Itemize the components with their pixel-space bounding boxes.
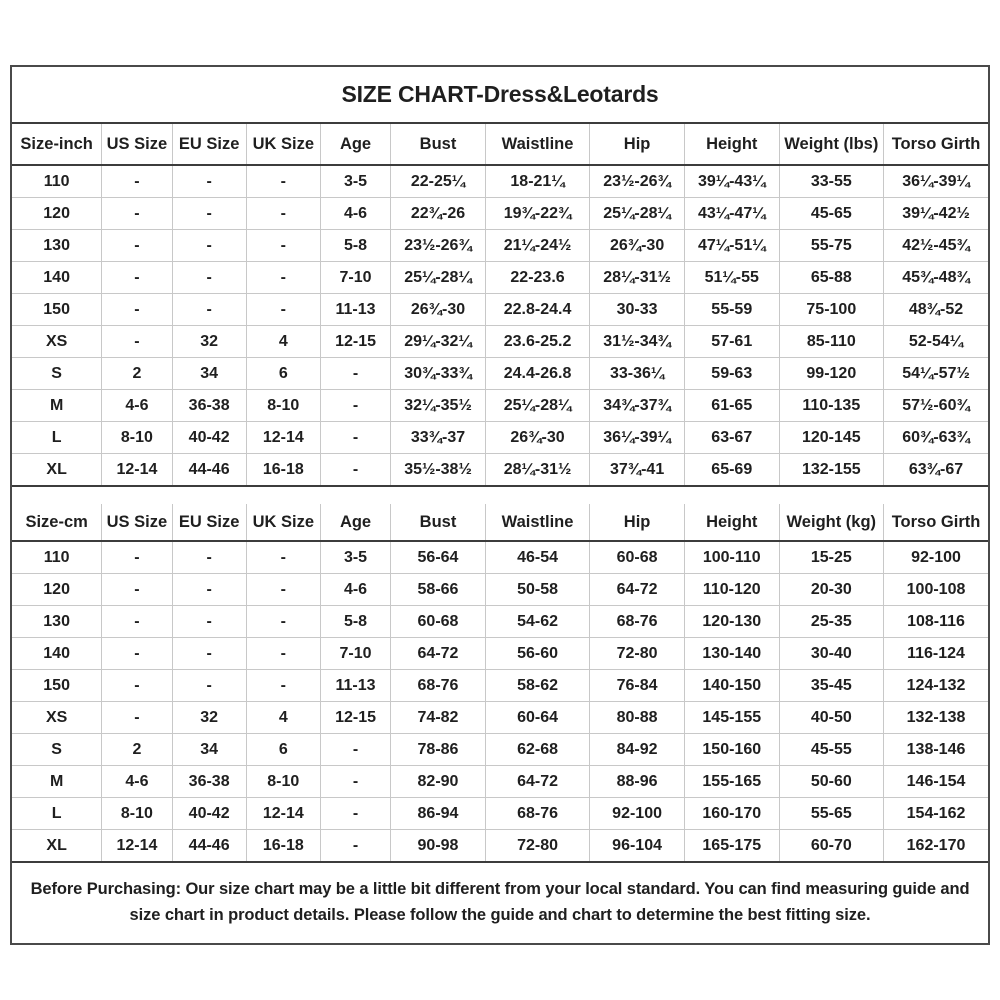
column-header: EU Size [172, 124, 246, 165]
table-cell: 50-60 [779, 766, 883, 798]
table-cell: 88-96 [590, 766, 685, 798]
table-cell: 47¼-51¼ [684, 230, 779, 262]
page-title: SIZE CHART-Dress&Leotards [12, 67, 988, 124]
table-cell: 12-14 [246, 422, 320, 454]
table-cell: 92-100 [884, 541, 988, 574]
table-cell: 19¾-22¾ [485, 198, 589, 230]
column-header: UK Size [246, 504, 320, 541]
table-cell: 145-155 [684, 702, 779, 734]
table-cell: 8-10 [246, 390, 320, 422]
table-cell: 35½-38½ [391, 454, 486, 487]
table-cell: XS [12, 326, 102, 358]
table-cell: 63-67 [684, 422, 779, 454]
table-cell: 92-100 [590, 798, 685, 830]
table-cell: 42½-45¾ [884, 230, 988, 262]
table-cell: 4-6 [102, 390, 172, 422]
table-cell: 34¾-37¾ [590, 390, 685, 422]
table-cell: 96-104 [590, 830, 685, 863]
table-cell: 8-10 [246, 766, 320, 798]
table-cell: 16-18 [246, 830, 320, 863]
table-cell: 64-72 [391, 638, 486, 670]
table-cell: 5-8 [320, 606, 390, 638]
table-cell: 26¾-30 [391, 294, 486, 326]
table-cell: 8-10 [102, 798, 172, 830]
table-cell: - [246, 541, 320, 574]
table-cell: 22-23.6 [485, 262, 589, 294]
table-cell: - [172, 574, 246, 606]
table-cell: 4-6 [320, 198, 390, 230]
table-row [12, 670, 988, 702]
table-cell: - [102, 541, 172, 574]
table-cell: 86-94 [391, 798, 486, 830]
table-cell: - [320, 422, 390, 454]
table-cell: 85-110 [779, 326, 883, 358]
table-cell: - [102, 262, 172, 294]
table-cell: 146-154 [884, 766, 988, 798]
column-header: EU Size [172, 504, 246, 541]
size-table-cm [12, 504, 988, 863]
table-cell: L [12, 798, 102, 830]
table-cell: 12-15 [320, 702, 390, 734]
table-cell: 23½-26¾ [590, 165, 685, 198]
table-cell: - [102, 670, 172, 702]
table-cell: 34 [172, 358, 246, 390]
column-header: Height [684, 124, 779, 165]
table-cell: 120-130 [684, 606, 779, 638]
table-cell: 100-108 [884, 574, 988, 606]
table-cell: 2 [102, 358, 172, 390]
table-cell: 4 [246, 702, 320, 734]
table-cell: 22-25¼ [391, 165, 486, 198]
table-cell: 54¼-57½ [884, 358, 988, 390]
table-cell: 58-66 [391, 574, 486, 606]
table-cell: 140 [12, 262, 102, 294]
table-cell: 82-90 [391, 766, 486, 798]
table-cell: 62-68 [485, 734, 589, 766]
table-cell: - [172, 294, 246, 326]
table-cell: 25¼-28¼ [485, 390, 589, 422]
table-cell: - [320, 766, 390, 798]
table-cell: 40-42 [172, 422, 246, 454]
table-cell: - [172, 541, 246, 574]
table-cell: 65-88 [779, 262, 883, 294]
table-cell: 7-10 [320, 638, 390, 670]
table-cell: 116-124 [884, 638, 988, 670]
table-cell: 37¾-41 [590, 454, 685, 487]
table-cell: 155-165 [684, 766, 779, 798]
table-cell: 64-72 [485, 766, 589, 798]
table-cell: - [320, 798, 390, 830]
table-cell: 55-59 [684, 294, 779, 326]
table-cell: 150 [12, 670, 102, 702]
table-cell: 60¾-63¾ [884, 422, 988, 454]
table-cell: 90-98 [391, 830, 486, 863]
table-cell: 36¼-39¼ [884, 165, 988, 198]
table-cell: 3-5 [320, 541, 390, 574]
table-cell: 165-175 [684, 830, 779, 863]
table-cell: 78-86 [391, 734, 486, 766]
table-cell: 80-88 [590, 702, 685, 734]
table-cell: 162-170 [884, 830, 988, 863]
table-cell: 15-25 [779, 541, 883, 574]
table-cell: 30-40 [779, 638, 883, 670]
column-header: UK Size [246, 124, 320, 165]
table-cell: 54-62 [485, 606, 589, 638]
table-cell: 51¼-55 [684, 262, 779, 294]
table-cell: 108-116 [884, 606, 988, 638]
column-header: US Size [102, 124, 172, 165]
table-cell: M [12, 766, 102, 798]
table-cell: 61-65 [684, 390, 779, 422]
table-cell: 3-5 [320, 165, 390, 198]
table-row [12, 798, 988, 830]
table-cell: 25¼-28¼ [391, 262, 486, 294]
column-header: Weight (kg) [779, 504, 883, 541]
table-cell: 140 [12, 638, 102, 670]
table-cell: 150-160 [684, 734, 779, 766]
cm-table-body [12, 541, 988, 862]
table-cell: 4 [246, 326, 320, 358]
table-cell: - [246, 606, 320, 638]
table-cell: 57-61 [684, 326, 779, 358]
table-cell: 36-38 [172, 766, 246, 798]
table-cell: 20-30 [779, 574, 883, 606]
table-cell: S [12, 734, 102, 766]
table-cell: 4-6 [320, 574, 390, 606]
size-table-inch [12, 124, 988, 487]
table-cell: - [320, 734, 390, 766]
table-cell: - [102, 606, 172, 638]
table-row [12, 358, 988, 390]
table-cell: 110-135 [779, 390, 883, 422]
column-header: Age [320, 504, 390, 541]
table-cell: 5-8 [320, 230, 390, 262]
table-cell: - [246, 670, 320, 702]
table-cell: - [102, 230, 172, 262]
table-cell: 59-63 [684, 358, 779, 390]
table-row [12, 638, 988, 670]
table-cell: - [320, 358, 390, 390]
table-cell: 130-140 [684, 638, 779, 670]
table-cell: 33¾-37 [391, 422, 486, 454]
table-cell: 100-110 [684, 541, 779, 574]
table-cell: - [246, 638, 320, 670]
table-cell: 84-92 [590, 734, 685, 766]
table-cell: - [320, 390, 390, 422]
table-cell: 65-69 [684, 454, 779, 487]
table-cell: 63¾-67 [884, 454, 988, 487]
table-cell: 68-76 [590, 606, 685, 638]
table-row [12, 230, 988, 262]
column-header: Torso Girth [884, 504, 988, 541]
table-cell: 45-65 [779, 198, 883, 230]
table-cell: 40-42 [172, 798, 246, 830]
table-cell: 16-18 [246, 454, 320, 487]
purchase-note: Before Purchasing: Our size chart may be a little bit different from your local standard. You can find measuring guide and size chart in product details. Please follow the guide and chart to determine the best fitting size. [30, 880, 970, 925]
table-cell: 64-72 [590, 574, 685, 606]
table-cell: 40-50 [779, 702, 883, 734]
table-cell: 44-46 [172, 830, 246, 863]
table-cell: 32¼-35½ [391, 390, 486, 422]
table-cell: 26¾-30 [590, 230, 685, 262]
table-cell: L [12, 422, 102, 454]
table-cell: - [320, 454, 390, 487]
table-cell: 31½-34¾ [590, 326, 685, 358]
table-cell: 58-62 [485, 670, 589, 702]
table-cell: M [12, 390, 102, 422]
table-cell: - [172, 606, 246, 638]
table-cell: 45¾-48¾ [884, 262, 988, 294]
table-row [12, 294, 988, 326]
table-cell: 99-120 [779, 358, 883, 390]
table-cell: - [172, 230, 246, 262]
table-cell: 28¼-31½ [590, 262, 685, 294]
column-header: Hip [590, 504, 685, 541]
column-header: Hip [590, 124, 685, 165]
table-cell: 8-10 [102, 422, 172, 454]
table-cell: 120 [12, 198, 102, 230]
table-cell: 150 [12, 294, 102, 326]
table-cell: - [246, 262, 320, 294]
table-row [12, 702, 988, 734]
table-cell: 68-76 [485, 798, 589, 830]
table-gap [12, 487, 988, 504]
column-header: Bust [391, 504, 486, 541]
cm-header-row [12, 504, 988, 541]
table-row [12, 262, 988, 294]
table-row [12, 541, 988, 574]
column-header: Waistline [485, 504, 589, 541]
table-cell: 35-45 [779, 670, 883, 702]
table-cell: 12-14 [102, 454, 172, 487]
table-row [12, 165, 988, 198]
table-cell: 130 [12, 606, 102, 638]
table-cell: 11-13 [320, 670, 390, 702]
table-cell: 39¼-43¼ [684, 165, 779, 198]
inch-header-row [12, 124, 988, 165]
table-cell: 39¼-42½ [884, 198, 988, 230]
table-cell: 6 [246, 358, 320, 390]
table-cell: XS [12, 702, 102, 734]
table-cell: 110 [43, 172, 70, 190]
table-cell: 120 [12, 574, 102, 606]
table-cell: 11-13 [320, 294, 390, 326]
table-cell: 154-162 [884, 798, 988, 830]
table-cell: 23.6-25.2 [485, 326, 589, 358]
table-row [12, 574, 988, 606]
table-cell: 55-75 [779, 230, 883, 262]
table-cell: 60-68 [590, 541, 685, 574]
table-cell: 7-10 [320, 262, 390, 294]
table-cell: - [172, 198, 246, 230]
table-cell: 30¾-33¾ [391, 358, 486, 390]
table-cell: 33-36¼ [590, 358, 685, 390]
table-cell: - [172, 638, 246, 670]
column-header: Size-inch [12, 124, 102, 165]
table-row [12, 734, 988, 766]
table-cell: 110 [43, 548, 70, 566]
table-cell: 76-84 [590, 670, 685, 702]
table-cell: XL [12, 454, 102, 487]
table-cell: 60-68 [391, 606, 486, 638]
table-cell: 132-155 [779, 454, 883, 487]
table-cell: 46-54 [485, 541, 589, 574]
table-cell: 45-55 [779, 734, 883, 766]
table-cell: 160-170 [684, 798, 779, 830]
table-cell: 36-38 [172, 390, 246, 422]
table-cell: 26¾-30 [485, 422, 589, 454]
table-row [12, 198, 988, 230]
column-header: Height [684, 504, 779, 541]
table-cell: XL [12, 830, 102, 863]
table-row [12, 830, 988, 863]
table-cell: 12-15 [320, 326, 390, 358]
table-cell: 72-80 [485, 830, 589, 863]
table-cell: 33-55 [779, 165, 883, 198]
table-cell: 43¼-47¼ [684, 198, 779, 230]
table-row [12, 606, 988, 638]
table-cell: 132-138 [884, 702, 988, 734]
table-row [12, 326, 988, 358]
table-cell: 68-76 [391, 670, 486, 702]
table-cell: 56-64 [391, 541, 486, 574]
table-row [12, 766, 988, 798]
table-cell: 25¼-28¼ [590, 198, 685, 230]
table-row [12, 390, 988, 422]
table-cell: 120-145 [779, 422, 883, 454]
table-cell: 36¼-39¼ [590, 422, 685, 454]
table-cell: 55-65 [779, 798, 883, 830]
table-cell: 48¾-52 [884, 294, 988, 326]
table-row [12, 454, 988, 487]
table-cell: 28¼-31½ [485, 454, 589, 487]
table-cell: 6 [246, 734, 320, 766]
table-cell: - [102, 198, 172, 230]
column-header: Torso Girth [884, 124, 988, 165]
table-cell: 21¼-24½ [485, 230, 589, 262]
column-header: Weight (lbs) [779, 124, 883, 165]
table-cell: 110-120 [684, 574, 779, 606]
column-header: Bust [391, 124, 486, 165]
table-cell: 74-82 [391, 702, 486, 734]
table-cell: - [246, 230, 320, 262]
table-cell: 60-70 [779, 830, 883, 863]
table-cell: - [172, 670, 246, 702]
table-cell: - [246, 198, 320, 230]
inch-table-body [12, 165, 988, 486]
table-cell: 50-58 [485, 574, 589, 606]
table-cell: - [172, 165, 246, 198]
table-cell: 22.8-24.4 [485, 294, 589, 326]
column-header: US Size [102, 504, 172, 541]
table-cell: 60-64 [485, 702, 589, 734]
table-cell: 32 [172, 326, 246, 358]
table-cell: 124-132 [884, 670, 988, 702]
table-cell: 18-21¼ [485, 165, 589, 198]
table-row [12, 422, 988, 454]
table-cell: 25-35 [779, 606, 883, 638]
table-cell: - [102, 165, 172, 198]
table-cell: - [102, 294, 172, 326]
table-cell: - [102, 574, 172, 606]
table-cell: 22¾-26 [391, 198, 486, 230]
table-cell: - [102, 702, 172, 734]
table-cell: 44-46 [172, 454, 246, 487]
table-cell: 29¼-32¼ [391, 326, 486, 358]
table-cell: 52-54¼ [884, 326, 988, 358]
table-cell: 56-60 [485, 638, 589, 670]
size-chart-board [10, 65, 990, 945]
table-cell: 12-14 [102, 830, 172, 863]
table-cell: 138-146 [884, 734, 988, 766]
table-cell: 12-14 [246, 798, 320, 830]
table-cell: 140-150 [684, 670, 779, 702]
table-cell: - [246, 574, 320, 606]
table-cell: - [320, 830, 390, 863]
table-cell: 75-100 [779, 294, 883, 326]
table-cell: S [12, 358, 102, 390]
table-cell: 23½-26¾ [391, 230, 486, 262]
table-cell: 24.4-26.8 [485, 358, 589, 390]
table-cell: - [102, 326, 172, 358]
table-cell: 2 [102, 734, 172, 766]
column-header: Age [320, 124, 390, 165]
column-header: Waistline [485, 124, 589, 165]
table-cell: 72-80 [590, 638, 685, 670]
table-cell: 4-6 [102, 766, 172, 798]
table-cell: 30-33 [590, 294, 685, 326]
table-cell: - [172, 262, 246, 294]
column-header: Size-cm [12, 504, 102, 541]
table-cell: 130 [12, 230, 102, 262]
table-cell: 32 [172, 702, 246, 734]
table-cell: - [102, 638, 172, 670]
table-cell: 34 [172, 734, 246, 766]
table-cell: - [246, 165, 320, 198]
table-cell: - [246, 294, 320, 326]
table-cell: 57½-60¾ [884, 390, 988, 422]
